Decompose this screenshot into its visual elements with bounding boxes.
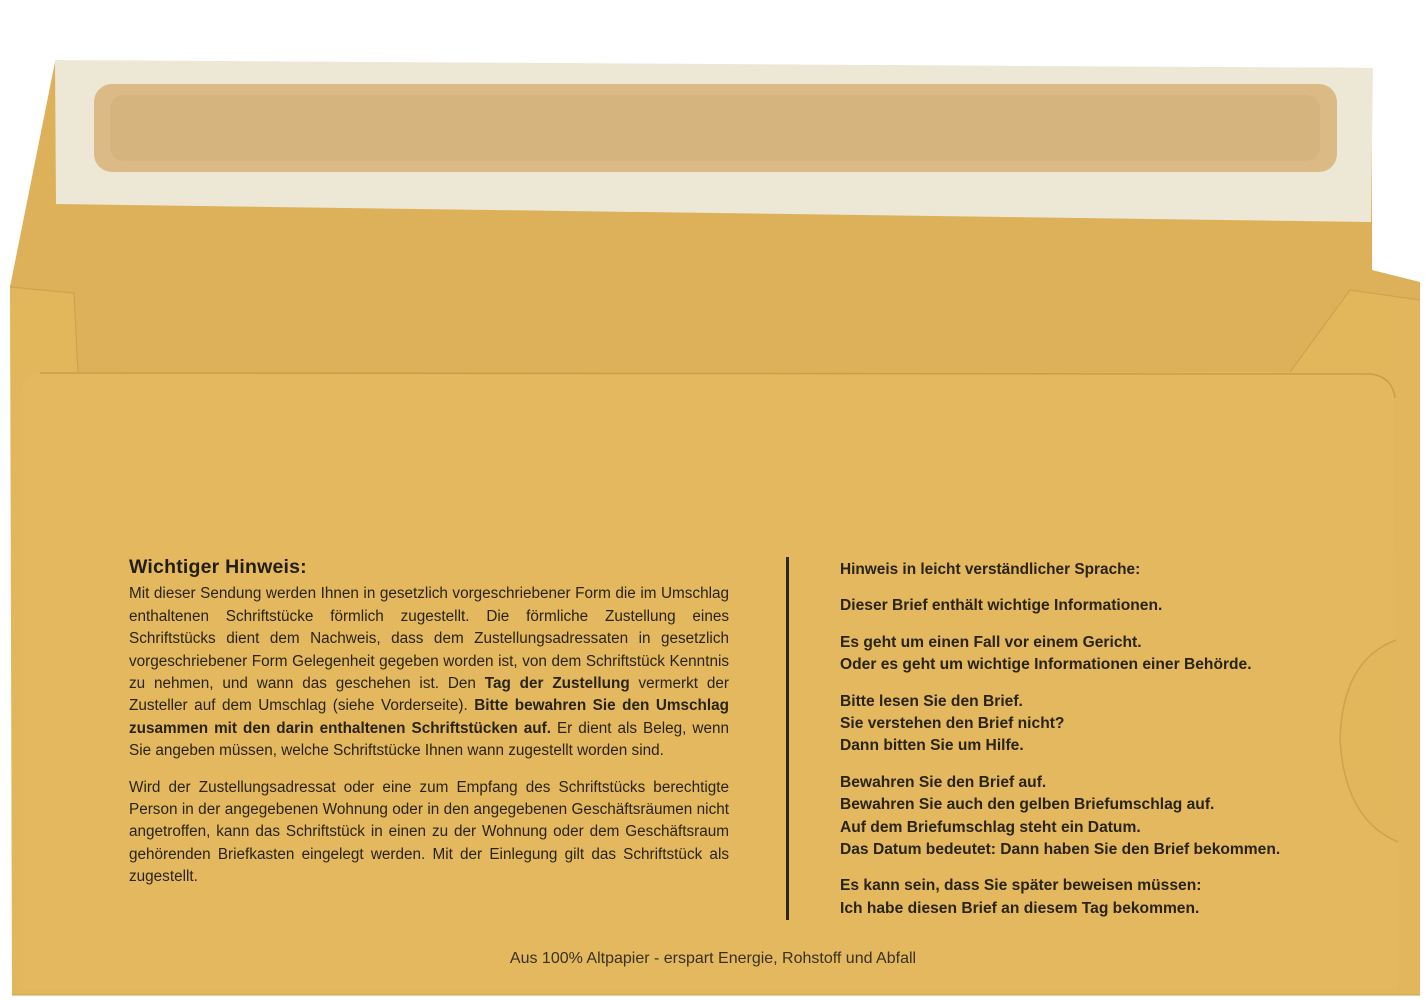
easy-block-4: Bewahren Sie den Brief auf. Bewahren Sie auch den gelben Briefumschlag auf. Auf dem Briefumschlag steht ein Datum. Das Datum bedeutet: Dann haben Sie den Brief bekommen. <box>840 773 1281 859</box>
easy-language-notice <box>840 559 1380 934</box>
column-divider <box>786 557 789 920</box>
notice-paragraph-1: Mit dieser Sendung werden Ihnen in gesetzlich vorgeschriebener Form die im Umschlag enthaltenen Schriftstücke förmlich zugestellt. Die förmliche Zustellung eines Schriftstücks dient dem Nachweis, dass dem Zustellungsadressaten in gesetzlich vorgeschriebener Form Gelegenheit gegeben worden ist, von dem Schriftstück Kenntnis zu nehmen, und wann das geschehen ist. Den Tag der Zustellung vermerkt der Zusteller auf dem Umschlag (siehe Vorderseite). Bitte bewahren Sie den Umschlag zusammen mit den darin enthaltenen Schriftstücken auf. Er dient als Beleg, wenn Sie angeben müssen, welche Schriftstücke Ihnen wann zugestellt worden sind. <box>129 585 729 760</box>
easy-block-1: Dieser Brief enthält wichtige Informationen. <box>840 597 1163 615</box>
important-notice <box>129 556 729 889</box>
notice-paragraph-2: Wird der Zustellungsadressat oder eine zum Empfang des Schriftstücks berechtigte Person in der angegebenen Wohnung oder in den angegebenen Geschäftsräumen nicht angetroffen, kann das Schriftstück in einen zu der Wohnung oder dem Geschäftsraum gehörenden Briefkasten eingelegt werden. Mit der Einlegung gilt das Schriftstück als zugestellt. <box>129 778 729 886</box>
notice-title: Wichtiger Hinweis: <box>129 556 307 578</box>
easy-block-5: Es kann sein, dass Sie später beweisen müssen: Ich habe diesen Brief an diesem Tag bekommen. <box>840 877 1202 917</box>
easy-block-3: Bitte lesen Sie den Brief. Sie verstehen den Brief nicht? Dann bitten Sie um Hilfe. <box>840 692 1065 755</box>
recycled-paper-note: Aus 100% Altpapier - erspart Energie, Rohstoff und Abfall <box>509 950 917 967</box>
easy-language-title: Hinweis in leicht verständlicher Sprache: <box>840 561 1141 578</box>
easy-block-2: Es geht um einen Fall vor einem Gericht. Oder es geht um wichtige Informationen einer Behörde. <box>840 633 1252 674</box>
